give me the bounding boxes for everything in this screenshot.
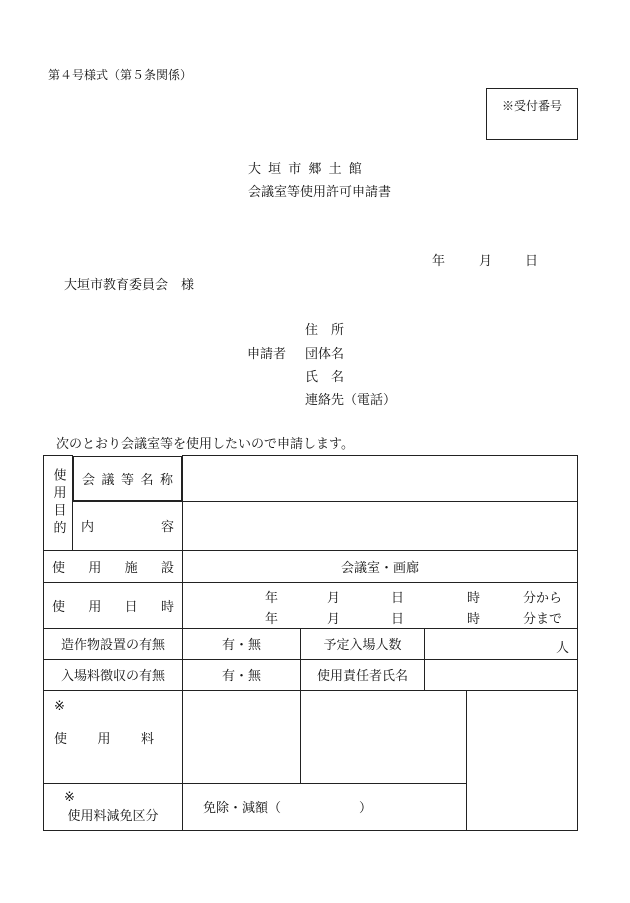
content-label: 内 容 <box>73 501 183 550</box>
date-month: 月 <box>479 254 493 269</box>
usage-fee-label: ※ 使 用 料 <box>44 690 183 783</box>
content-field[interactable] <box>183 501 578 550</box>
reduction-mark: ※ <box>64 789 75 805</box>
applicant-group-label: 団体名 <box>305 347 345 362</box>
responsible-person-field[interactable] <box>425 659 578 690</box>
applicant-name-label: 氏 名 <box>305 370 345 385</box>
date-year: 年 <box>432 254 446 269</box>
people-unit: 人 <box>555 641 569 656</box>
reduction-category-label: ※ 使用料減免区分 <box>44 783 183 830</box>
usage-fee-field-2[interactable] <box>301 690 467 783</box>
date-day: 日 <box>525 254 539 269</box>
usage-fee-field-3[interactable] <box>467 690 578 830</box>
title-main: 会議室等使用許可申請書 <box>248 185 392 200</box>
responsible-person-label: 使用責任者氏名 <box>301 659 425 690</box>
reduction-category-value[interactable]: 免除・減額（ ） <box>183 783 467 830</box>
meeting-name-field[interactable] <box>183 456 578 502</box>
applicant-address-label: 住 所 <box>305 323 345 338</box>
purpose-label: 使用目的 <box>44 456 73 551</box>
form-number: 第４号様式（第５条関係） <box>48 68 193 82</box>
facility-label: 使 用 施 設 <box>44 550 183 582</box>
expected-attendance-label: 予定入場人数 <box>301 628 425 659</box>
usage-fee-mark: ※ <box>54 698 65 714</box>
addressee: 大垣市教育委員会 様 <box>64 278 195 293</box>
expected-attendance-field[interactable] <box>425 628 578 659</box>
receipt-number-box <box>486 88 578 140</box>
usage-datetime-label: 使 用 日 時 <box>44 582 183 628</box>
application-table <box>43 455 578 831</box>
title-facility: 大垣市郷土館 <box>248 162 369 177</box>
usage-fee-field-1[interactable] <box>183 690 301 783</box>
structure-label: 造作物設置の有無 <box>44 628 183 659</box>
applicant-label: 申請者 <box>247 347 287 362</box>
usage-datetime-field[interactable] <box>183 582 578 628</box>
intro-text: 次のとおり会議室等を使用したいので申請します。 <box>56 437 354 452</box>
facility-value: 会議室・画廊 <box>183 550 578 582</box>
admission-fee-label: 入場料徴収の有無 <box>44 659 183 690</box>
applicant-contact-label: 連絡先（電話） <box>305 393 397 408</box>
datetime-from-row: 年 月 日 時 分から <box>265 591 563 606</box>
receipt-number-label: ※受付番号 <box>501 99 562 113</box>
meeting-name-label: 会 議 等 名 称 <box>73 456 182 501</box>
structure-yes-no[interactable]: 有・無 <box>183 628 301 659</box>
datetime-to-row: 年 月 日 時 分まで <box>265 612 563 627</box>
admission-fee-yes-no[interactable]: 有・無 <box>183 659 301 690</box>
